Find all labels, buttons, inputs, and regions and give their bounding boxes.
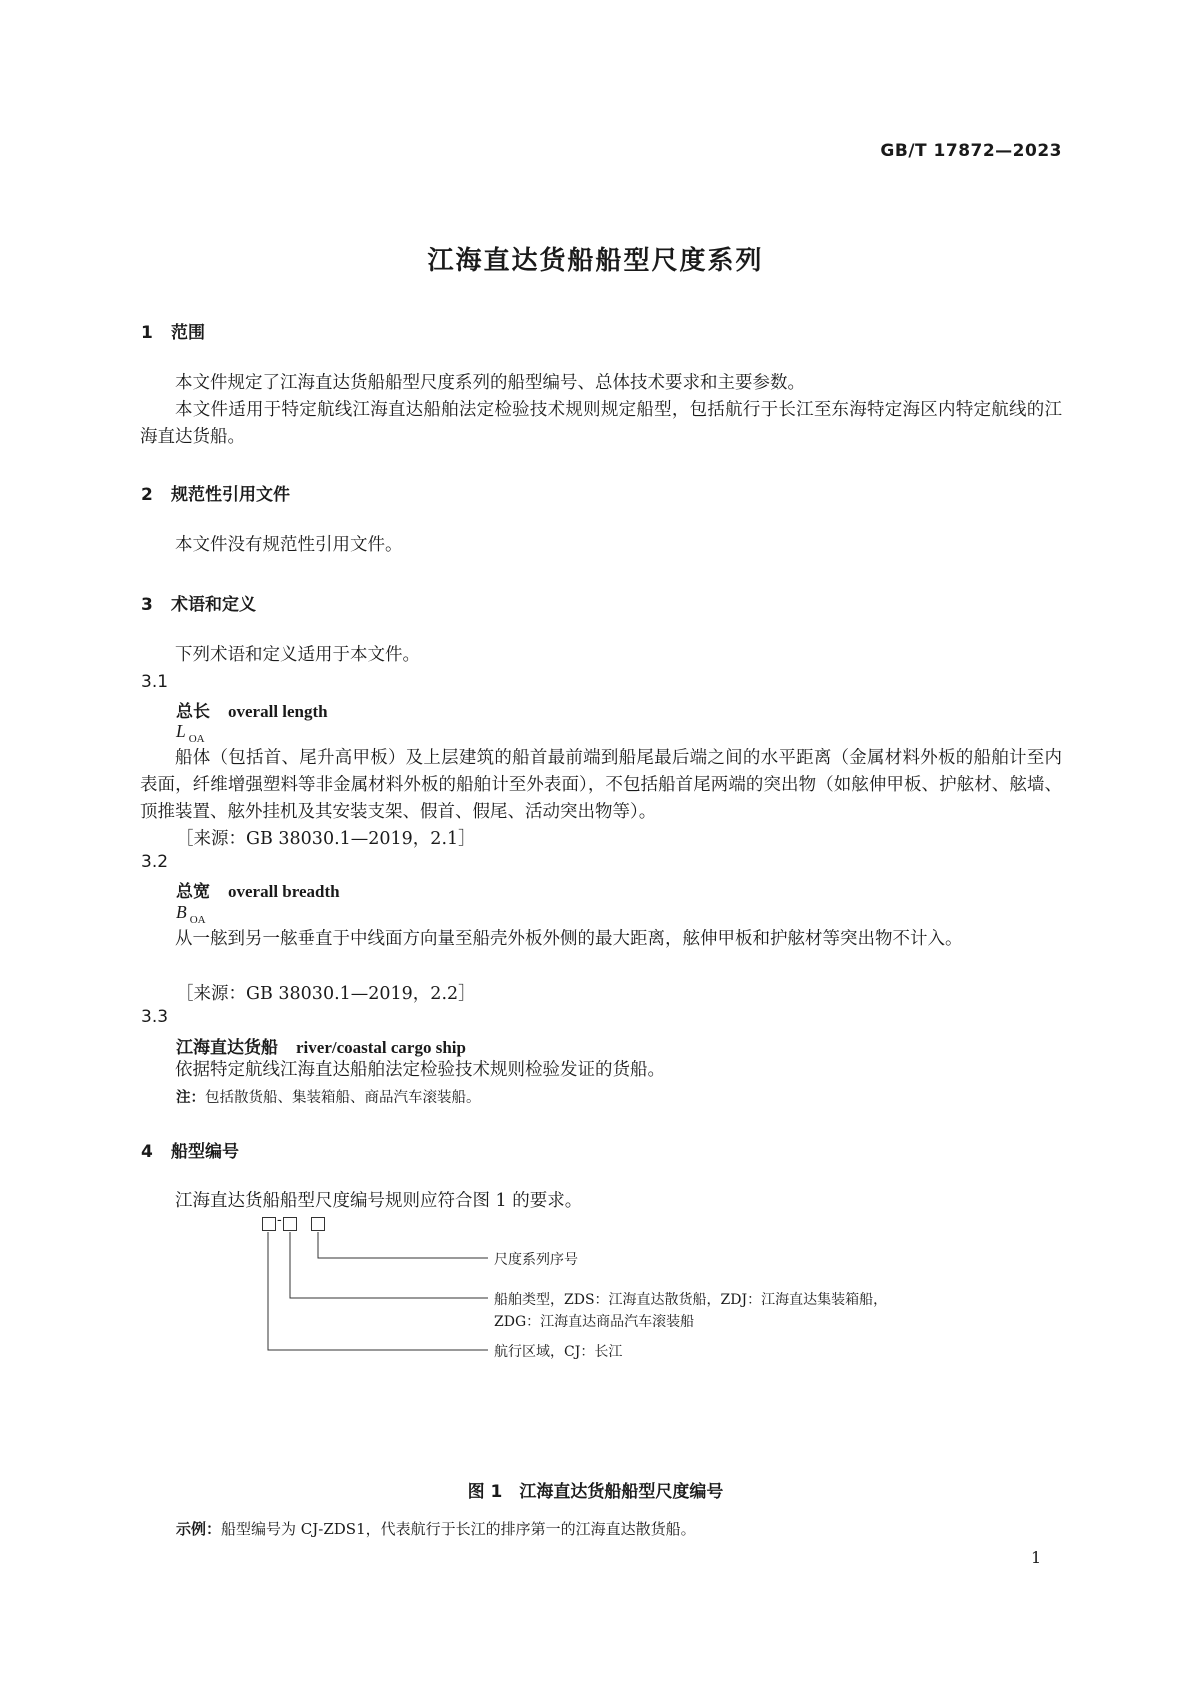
term-3-1-source: ［来源：GB 38030.1—2019，2.1］: [176, 829, 476, 849]
example-label: 示例：: [176, 1520, 222, 1538]
example: [176, 1518, 696, 1539]
term-zh: 总长: [176, 702, 210, 722]
label-serial: 尺度系列序号: [494, 1252, 578, 1268]
section-1-paragraph-2: 本文件适用于特定航线江海直达船舶法定检验技术规则规定船型，包括航行于长江至东海特定海区内特定航线的江海直达货船。: [140, 400, 1062, 447]
term-3-1-definition: 船体（包括首、尾升高甲板）及上层建筑的船首最前端到船尾最后端之间的水平距离（金属材料外板的船舶计至内表面，纤维增强塑料等非金属材料外板的船舶计至外表面），不包括船首尾两端的突出物（如舷伸甲板、护舷材、舷墙、顶推装置、舷外挂机及其安装支架、假首、假尾、活动突出物等）。: [140, 748, 1062, 822]
page-number: 1: [1031, 1548, 1042, 1567]
standard-code: GB/T 17872—2023: [880, 141, 1062, 161]
figure-caption: 图 1 江海直达货船船型尺度编号: [467, 1482, 724, 1502]
hyphen: -: [277, 1212, 282, 1228]
symbol-subscript: OA: [188, 732, 205, 745]
term-3-2-definition: 从一舷到另一舷垂直于中线面方向量至船壳外板外侧的最大距离，舷伸甲板和护舷材等突出物不计入。: [175, 929, 963, 949]
section-number: 1: [141, 323, 153, 343]
term-en: river/coastal cargo ship: [296, 1038, 466, 1057]
term-3-2-source: ［来源：GB 38030.1—2019，2.2］: [176, 984, 476, 1004]
note-text: 包括散货船、集装箱船、商品汽车滚装船。: [205, 1090, 481, 1106]
label-region: 航行区域，CJ：长江: [494, 1344, 623, 1360]
label-ship-type-line-1: 船舶类型，ZDS：江海直达散货船，ZDJ：江海直达集装箱船，: [494, 1292, 888, 1308]
section-title: 范围: [171, 323, 205, 343]
section-title: 船型编号: [171, 1142, 239, 1162]
section-title: 规范性引用文件: [171, 485, 290, 505]
section-number: 2: [141, 485, 153, 505]
document-title: 江海直达货船船型尺度系列: [427, 246, 764, 276]
example-text: 船型编号为 CJ-ZDS1，代表航行于长江的排序第一的江海直达散货船。: [221, 1520, 696, 1538]
leader-line-region: [268, 1232, 488, 1350]
term-en: overall breadth: [228, 882, 340, 901]
term-number: 3.2: [141, 852, 169, 872]
leader-line-serial: [318, 1232, 488, 1258]
label-ship-type-line-2: ZDG：江海直达商品汽车滚装船: [494, 1314, 695, 1330]
section-title: 术语和定义: [171, 595, 256, 615]
section-4-paragraph-1: 江海直达货船船型尺度编号规则应符合图 1 的要求。: [175, 1191, 583, 1211]
section-number: 4: [141, 1142, 153, 1162]
section-3-intro: 下列术语和定义适用于本文件。: [175, 645, 420, 665]
term-zh: 江海直达货船: [176, 1038, 278, 1058]
note-label: 注：: [176, 1090, 205, 1106]
term-en: overall length: [228, 702, 328, 721]
term-zh: 总宽: [176, 882, 210, 902]
term-number: 3.3: [141, 1007, 169, 1027]
leader-line-type: [290, 1232, 488, 1298]
symbol-letter: B: [176, 902, 187, 922]
term-number: 3.1: [141, 672, 169, 692]
term-3-3-definition: 依据特定航线江海直达船舶法定检验技术规则检验发证的货船。: [175, 1060, 665, 1080]
section-2-paragraph-1: 本文件没有规范性引用文件。: [175, 535, 403, 555]
symbol-subscript: OA: [189, 913, 206, 926]
section-1-paragraph-1: 本文件规定了江海直达货船船型尺度系列的船型编号、总体技术要求和主要参数。: [175, 373, 805, 393]
section-number: 3: [141, 595, 153, 615]
symbol-letter: L: [176, 721, 186, 741]
